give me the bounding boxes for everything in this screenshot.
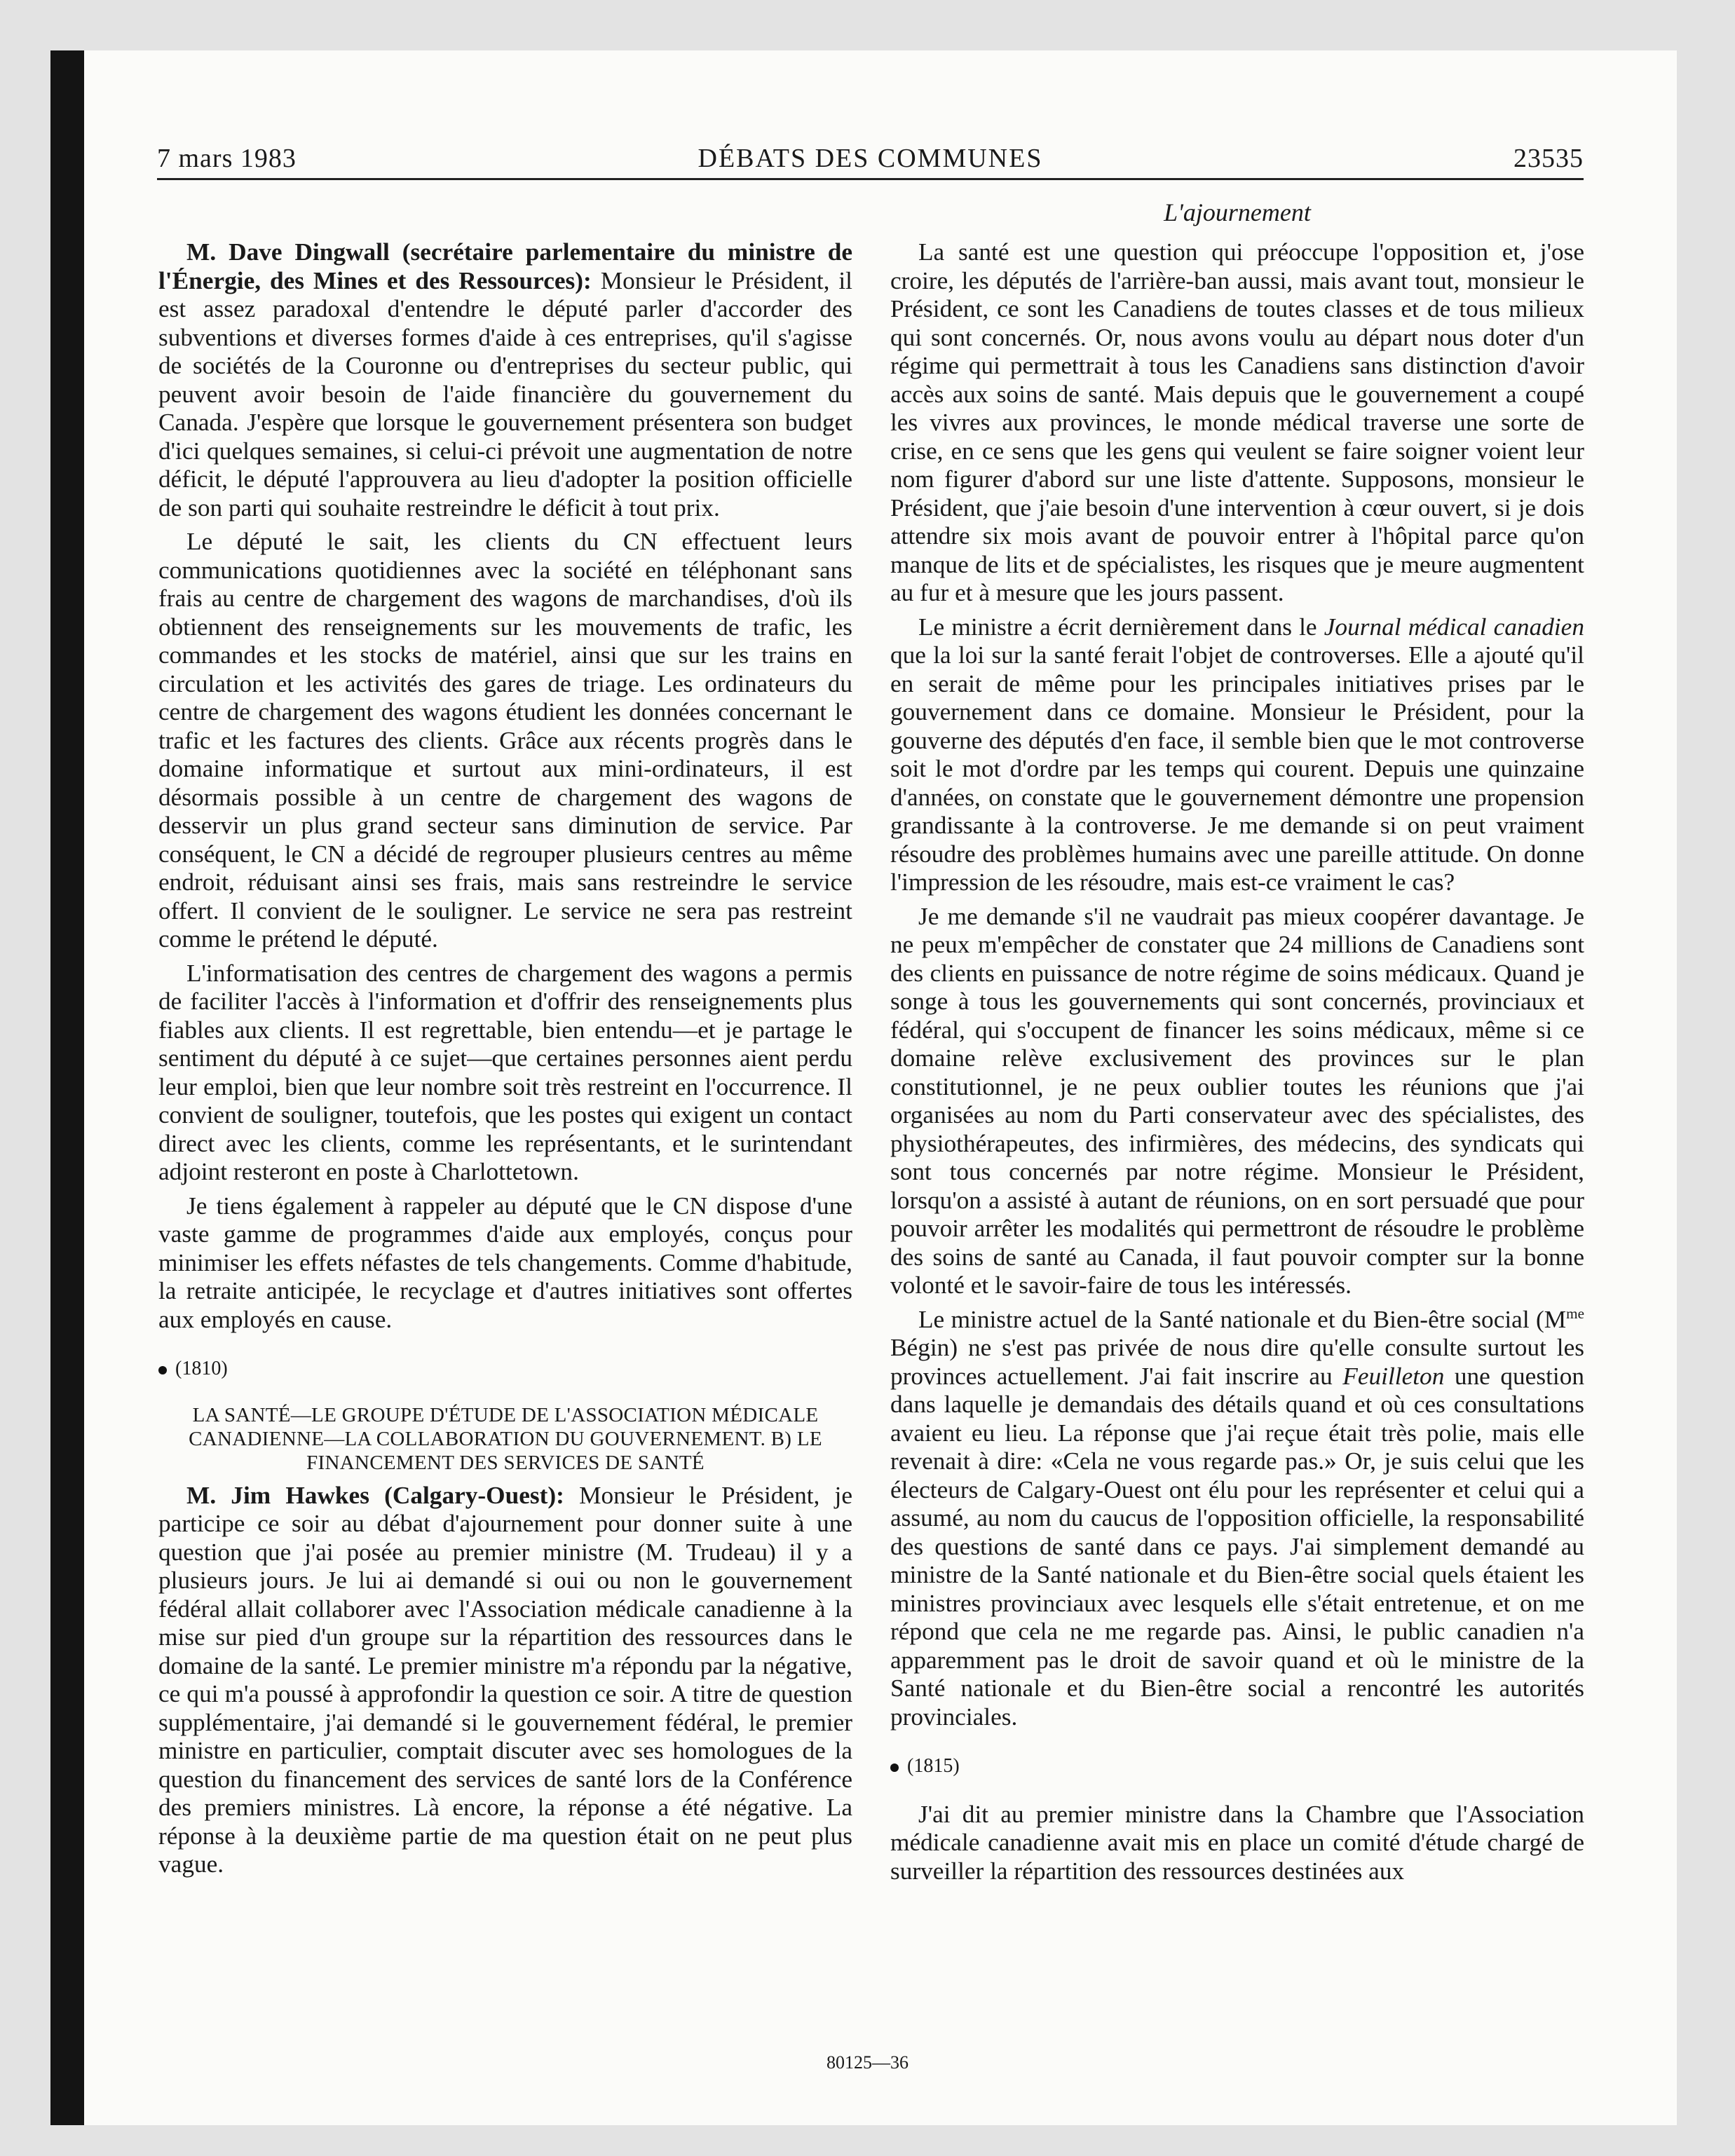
paragraph-text: une question dans laquelle je demandais des détails quand et où ces consultations avaient eu lieu. La réponse que j'ai reçue était très polie, mais elle revenait à dire: «Cela ne vous regarde pas.» Or, je suis celui que les électeurs de Calgary-Ouest ont élu pour les représenter et celui qui a assumé, au nom du caucus de l'opposition officielle, la responsabilité des questions de santé dans ce pays. J'ai simplement demandé au ministre de la Santé nationale et du Bien-être social quels étaient les ministres provinciaux avec lesquels elle s'était entretenue, et on me répond que cela ne me regarde pas. Ainsi, le public canadien n'a apparemment pas le droit de savoir quand et où le ministre de la Santé nationale et du Bien-être social a rencontré les autorités provinciales. xyxy=(890,1362,1584,1731)
time-marker-label: (1815) xyxy=(907,1755,960,1777)
paragraph: La santé est une question qui préoccupe l'opposition et, j'ose croire, les députés de l'arrière-ban aussi, mais avant tout, monsieur le Président, ce sont les Canadiens de toutes classes et de tous milieux qui sont concernés. Or, nous avons voulu au départ nous doter d'un régime qui permettrait à tous les Canadiens sans distinction d'avoir accès aux soins de santé. Mais depuis que le gouvernement a coupé les vivres aux provinces, le monde médical traverse une sorte de crise, en ce sens que les gens qui veulent se faire soigner voient leur nom figurer d'abord sur une liste d'attente. Supposons, monsieur le Président, que j'aie besoin d'une intervention à cœur ouvert, si je dois attendre six mois avant de pouvoir entrer à l'hôpital parce qu'on manque de lits et de spécialistes, les risques que je meure augmentent au fur et à mesure que les jours passent. xyxy=(890,238,1584,606)
paragraph-text: Monsieur le Président, il est assez paradoxal d'entendre le député parler d'accorder des subventions et diverses formes d'aide à ces entreprises, qu'il s'agisse de sociétés de la Couronne ou d'entreprises du secteur public, qui peuvent avoir besoin de l'aide financière du gouvernement du Canada. J'espère que lorsque le gouvernement présentera son budget d'ici quelques semaines, si celui-ci prévoit une augmentation de notre déficit, le député l'approuvera au lieu d'adopter la position officielle de son parti qui souhaite restreindre le déficit à tout prix. xyxy=(158,266,852,521)
header-date: 7 mars 1983 xyxy=(157,144,297,173)
paragraph-text: que la loi sur la santé ferait l'objet de controverses. Elle a ajouté qu'il en serait de même pour les principales initiatives prises par le gouvernement dans ce domaine. Monsieur le Président, pour la gouverne des députés d'en face, il semble bien que le mot controverse soit le mot d'ordre par les temps qui courent. Depuis une quinzaine d'années, on constate que le gouvernement démontre une propension grandissante à la controverse. Je me demande si on peut vraiment résoudre des problèmes humains avec une pareille attitude. On donne l'impression de les résoudre, mais est-ce vraiment le cas? xyxy=(890,641,1584,896)
paragraph: Je me demande s'il ne vaudrait pas mieux coopérer davantage. Je ne peux m'empêcher de constater que 24 millions de Canadiens sont des clients en puissance de notre régime de soins médicaux. Quand je songe à tous les gouvernements qui sont concernés, provinciaux et fédéral, qui s'occupent de financer les soins médicaux, même si ce domaine relève exclusivement des provinces sur le plan constitutionnel, je ne peux oublier toutes les réunions que j'ai organisées au nom du Parti conservateur avec des spécialistes, des physiothérapeutes, des infirmières, des médecins, des syndicats qui sont tous concernés par notre régime. Monsieur le Président, lorsqu'on a assisté à autant de réunions, on en sort persuadé que pour pouvoir arrêter les modalités qui permettront de résoudre le problème des soins de santé au Canada, il faut pouvoir compter sur la bonne volonté et le savoir-faire de tous les intéressés. xyxy=(890,902,1584,1299)
header-rule xyxy=(157,178,1584,180)
speaker-name: M. Jim Hawkes (Calgary-Ouest): xyxy=(186,1481,564,1509)
paragraph-text: Le ministre a écrit dernièrement dans le xyxy=(918,613,1324,641)
paragraph-text: Bégin) ne s'est pas privée de nous dire qu'elle consulte surtout les provinces actuellement. J'ai fait inscrire au xyxy=(890,1334,1584,1390)
paragraph xyxy=(158,1482,852,1879)
journal-title: Journal médical canadien xyxy=(1324,613,1584,641)
page-header xyxy=(157,143,1584,179)
paragraph-text: Le ministre actuel de la Santé nationale et du Bien-être social (M xyxy=(918,1305,1567,1333)
paragraph: Je tiens également à rappeler au député que le CN dispose d'une vaste gamme de programmes d'aide aux employés, conçus pour minimiser les effets néfastes de tels changements. Comme d'habitude, la retraite anticipée, le recyclage et d'autres initiatives sont offertes aux employés en cause. xyxy=(158,1192,852,1333)
time-marker-label: (1810) xyxy=(175,1358,228,1379)
right-column xyxy=(890,238,1584,1891)
paragraph: J'ai dit au premier ministre dans la Chambre que l'Association médicale canadienne avait mis en place un comité d'étude chargé de surveiller la répartition des ressources destinées aux xyxy=(890,1800,1584,1885)
header-title: DÉBATS DES COMMUNES xyxy=(698,144,1043,173)
feuilleton-title: Feuilleton xyxy=(1342,1362,1445,1390)
speaker-name: M. Dave Dingwall (secrétaire parlementaire du ministre de l'Énergie, des Mines et des Ressources): xyxy=(158,238,852,294)
paragraph xyxy=(158,238,852,522)
subheading: LA SANTÉ—LE GROUPE D'ÉTUDE DE L'ASSOCIATION MÉDICALE CANADIENNE—LA COLLABORATION DU GOUVERNEMENT. B) LE FINANCEMENT DES SERVICES DE SANTÉ xyxy=(189,1403,822,1474)
paragraph xyxy=(890,1306,1584,1732)
paragraph-text: Monsieur le Président, je participe ce soir au débat d'ajournement pour donner suite à une question que j'ai posée au premier ministre (M. Trudeau) il y a plusieurs jours. Je lui ai demandé si oui ou non le gouvernement fédéral allait collaborer avec l'Association médicale canadienne à la mise sur pied d'un groupe sur la répartition des ressources dans le domaine de la santé. Le premier ministre m'a répondu par la négative, ce qui m'a poussé à approfondir la question ce soir. A titre de question supplémentaire, j'ai demandé si le gouvernement fédéral, le premier ministre en particulier, comptait discuter avec ses homologues de la question du financement des services de santé lors de la Conférence des premiers ministres. Là encore, la réponse a été négative. La réponse à la deuxième partie de ma question était on ne peut plus vague. xyxy=(158,1481,852,1878)
time-marker xyxy=(158,1355,852,1384)
bullet-icon xyxy=(158,1366,167,1374)
scan-edge xyxy=(50,50,86,2125)
header-page-number: 23535 xyxy=(1513,144,1584,173)
superscript: me xyxy=(1566,1304,1584,1322)
left-column xyxy=(158,238,852,1885)
paragraph: L'informatisation des centres de chargement des wagons a permis de faciliter l'accès à l'information et d'offrir des renseignements plus fiables aux clients. Il est regrettable, bien entendu—et je partage le sentiment du député à ce sujet—que certaines personnes aient perdu leur emploi, bien que leur nombre soit très restreint en l'occurrence. Il convient de souligner, toutefois, que les postes qui exigent un contact direct avec les clients, comme les représentants, et le surintendant adjoint resteront en poste à Charlottetown. xyxy=(158,959,852,1185)
footer-code: 80125—36 xyxy=(826,2052,909,2073)
bullet-icon xyxy=(890,1763,899,1772)
time-marker xyxy=(890,1752,1584,1781)
paragraph xyxy=(890,613,1584,897)
section-title: L'ajournement xyxy=(1164,198,1311,226)
paragraph: Le député le sait, les clients du CN effectuent leurs communications quotidiennes avec la société en téléphonant sans frais au centre de chargement des wagons de marchandises, d'où ils obtiennent des renseignements sur les mouvements de trafic, les commandes et les stocks de matériel, ainsi que sur les trains en circulation et les activités des gares de triage. Les ordinateurs du centre de chargement des wagons étudient les données concernant le trafic et les factures des clients. Grâce aux récents progrès dans le domaine informatique et surtout aux mini-ordinateurs, il est désormais possible à un centre de chargement des wagons de desservir un plus grand secteur sans diminution de service. Par conséquent, le CN a décidé de regrouper plusieurs centres au même endroit, réduisant ainsi ses frais, mais sans restreindre le service offert. Il convient de le souligner. Le service ne sera pas restreint comme le prétend le député. xyxy=(158,528,852,953)
